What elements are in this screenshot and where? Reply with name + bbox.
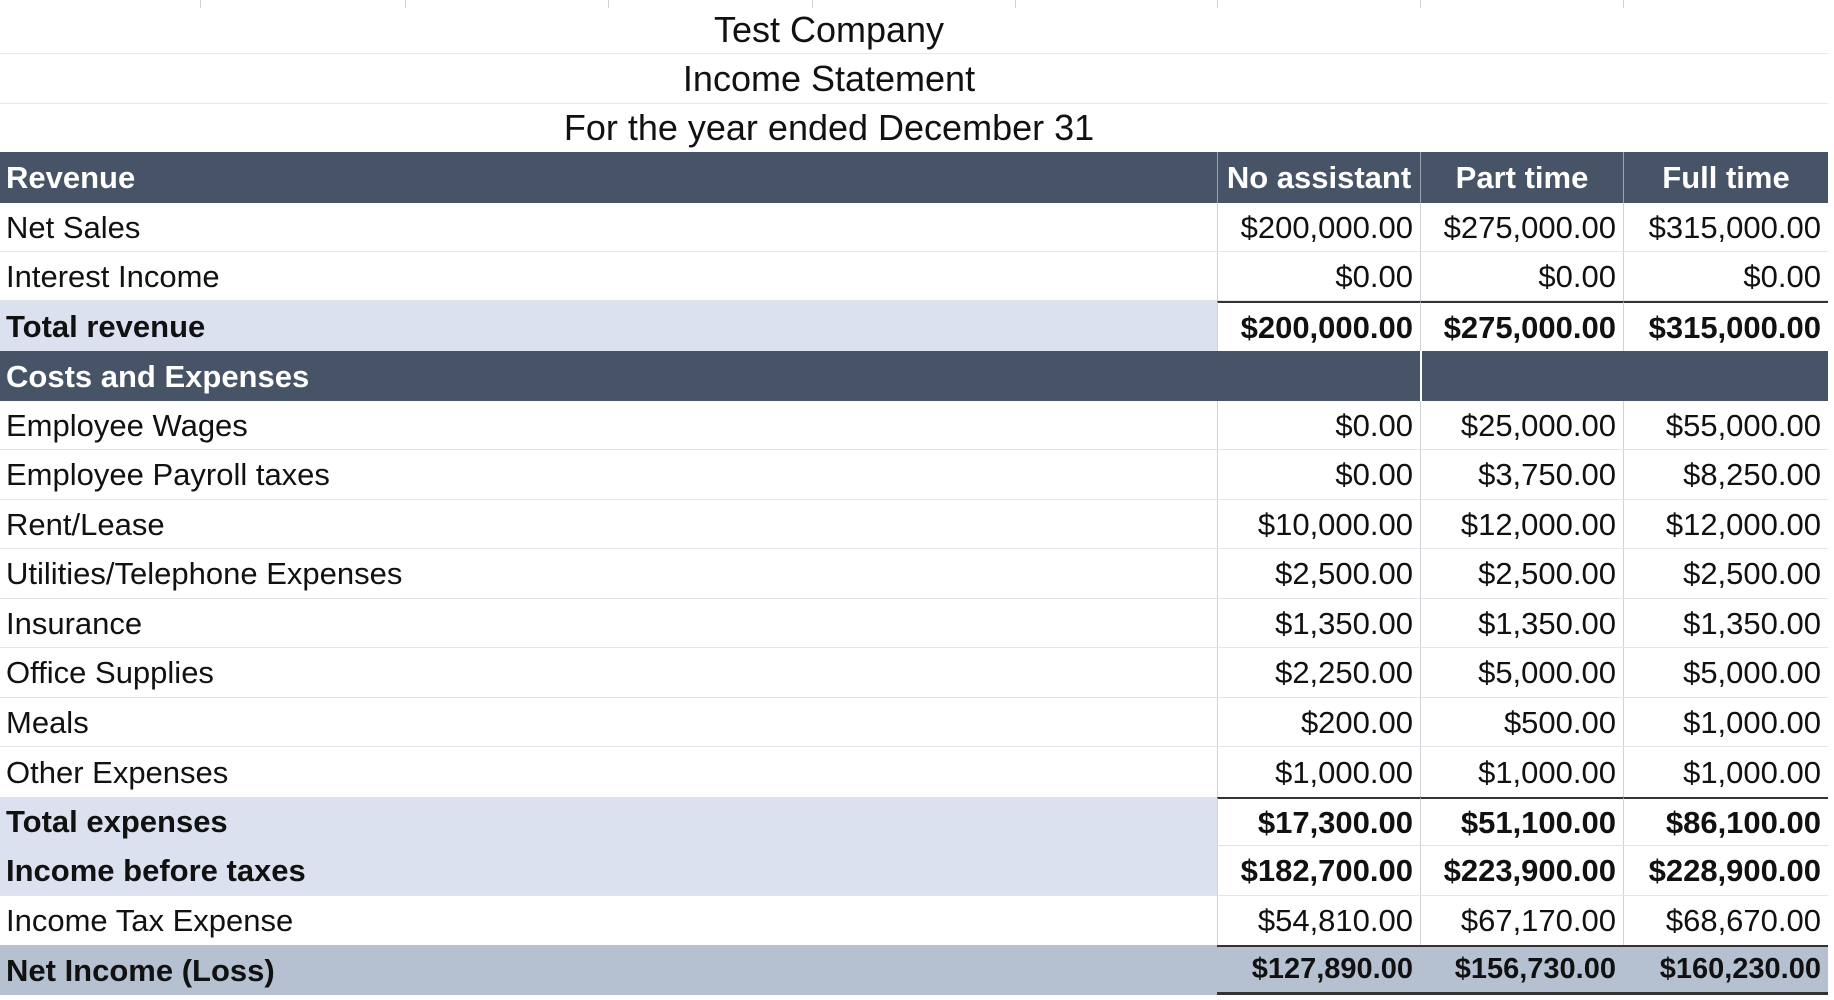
row-label: Employee Payroll taxes [6,457,330,492]
value-cell: $2,250.00 [1217,648,1420,697]
row-label: Meals [6,704,89,740]
value-cell: $2,500.00 [1420,549,1623,598]
value-cell: $275,000.00 [1420,301,1623,351]
value-cell: $17,300.00 [1217,797,1420,845]
revenue-header-row [0,152,1828,203]
value-cell: $1,000.00 [1623,698,1828,746]
table-row [0,698,1828,747]
value-cell: $25,000.00 [1420,401,1623,449]
costs-section-row [0,351,1828,401]
row-label: Total expenses [6,803,228,839]
value-cell: $182,700.00 [1217,846,1420,895]
value-cell: $2,500.00 [1623,549,1828,598]
column-header-no-assistant: No assistant [1217,152,1420,203]
value-cell: $200,000.00 [1217,301,1420,351]
value-cell: $12,000.00 [1623,500,1828,548]
section-label-revenue: Revenue [6,160,136,195]
table-row [0,252,1828,301]
value-cell: $200,000.00 [1217,203,1420,251]
total-expenses-row [0,797,1828,846]
value-cell: $3,750.00 [1420,450,1623,499]
value-cell: $156,730.00 [1420,945,1623,995]
value-cell: $0.00 [1217,450,1420,499]
table-row [0,896,1828,945]
value-cell: $315,000.00 [1623,301,1828,351]
table-row [0,450,1828,500]
table-row [0,401,1828,450]
row-label: Insurance [6,605,143,641]
value-cell: $68,670.00 [1623,896,1828,945]
value-cell: $0.00 [1217,252,1420,300]
row-label: Interest Income [6,258,220,294]
column-header-full-time: Full time [1623,152,1828,203]
row-label: Employee Wages [6,407,248,443]
value-cell: $275,000.00 [1420,203,1623,251]
value-cell: $0.00 [1420,252,1623,300]
table-row [0,648,1828,698]
table-row [0,500,1828,549]
value-cell: $0.00 [1217,401,1420,449]
period-row [0,104,1828,152]
table-row [0,549,1828,599]
row-label: Income Tax Expense [6,903,294,938]
value-cell: $8,250.00 [1623,450,1828,499]
value-cell: $12,000.00 [1420,500,1623,548]
value-cell: $1,350.00 [1420,599,1623,647]
value-cell: $2,500.00 [1217,549,1420,598]
section-label-costs: Costs and Expenses [6,358,310,394]
net-income-row [0,945,1828,995]
value-cell: $1,000.00 [1217,747,1420,797]
value-cell: $10,000.00 [1217,500,1420,548]
row-label: Income before taxes [6,853,306,888]
column-header-part-time: Part time [1420,152,1623,203]
value-cell: $5,000.00 [1420,648,1623,697]
row-label: Total revenue [6,308,206,344]
value-cell: $1,350.00 [1623,599,1828,647]
period-label: For the year ended December 31 [563,107,1095,148]
value-cell: $1,000.00 [1623,747,1828,797]
table-row [0,599,1828,648]
statement-title: Income Statement [682,57,976,99]
value-cell: $228,900.00 [1623,846,1828,895]
value-cell: $86,100.00 [1623,797,1828,845]
table-row [0,747,1828,797]
value-cell: $223,900.00 [1420,846,1623,895]
value-cell: $0.00 [1623,252,1828,300]
value-cell: $1,350.00 [1217,599,1420,647]
company-name: Test Company [713,8,945,50]
total-revenue-row [0,301,1828,351]
row-label: Other Expenses [6,754,229,790]
table-row [0,203,1828,252]
value-cell: $54,810.00 [1217,896,1420,945]
value-cell: $5,000.00 [1623,648,1828,697]
value-cell: $200.00 [1217,698,1420,746]
row-label: Rent/Lease [6,506,165,542]
section-cell [1623,351,1828,401]
income-before-taxes-row [0,846,1828,896]
value-cell: $55,000.00 [1623,401,1828,449]
value-cell: $160,230.00 [1623,945,1828,995]
row-label: Office Supplies [6,655,214,690]
section-cell [1420,351,1623,401]
statement-title-row [0,54,1828,104]
section-cell [1217,351,1420,401]
value-cell: $127,890.00 [1217,945,1420,995]
value-cell: $51,100.00 [1420,797,1623,845]
value-cell: $1,000.00 [1420,747,1623,797]
value-cell: $500.00 [1420,698,1623,746]
company-title-row [0,6,1828,54]
value-cell: $67,170.00 [1420,896,1623,945]
value-cell: $315,000.00 [1623,203,1828,251]
row-label: Utilities/Telephone Expenses [6,556,403,591]
row-label: Net Income (Loss) [6,952,275,988]
row-label: Net Sales [6,209,141,245]
